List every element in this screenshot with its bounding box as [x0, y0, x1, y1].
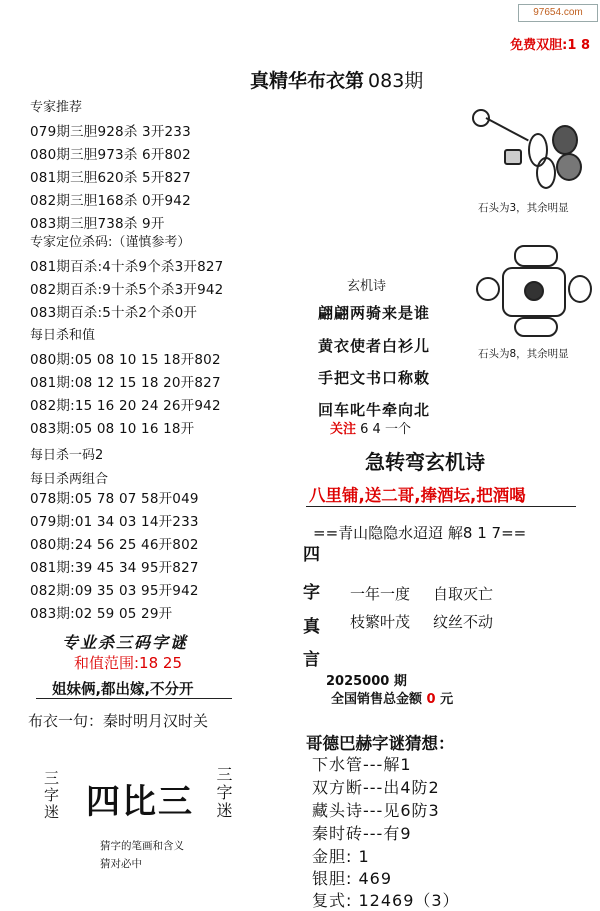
- sum-line: 080期:05 08 10 15 18开802: [30, 352, 221, 368]
- position-header: 专家定位杀码:（谨慎参考）: [30, 235, 191, 250]
- sisters-riddle: 姐妹俩,都出嫁,不分开: [52, 682, 194, 698]
- goethe-line: 复式: 12469（3）: [312, 891, 460, 910]
- combo-line: 080期:24 56 25 46开802: [30, 537, 199, 553]
- sales-unit: 元: [440, 692, 454, 707]
- combo-line: 079期:01 34 03 14开233: [30, 514, 199, 530]
- combo-line: 081期:39 45 34 95开827: [30, 560, 199, 576]
- mountain-line: ==青山隐隐水迢迢 解8 1 7==: [313, 524, 527, 542]
- riddle-hint: 猜对必中: [100, 858, 142, 870]
- expert-line: 079期三胆928杀 3开233: [30, 124, 191, 140]
- pot-icon: [556, 153, 582, 181]
- sales-amount: 0: [426, 692, 436, 707]
- expert-line: 083期三胆738杀 9开: [30, 216, 165, 232]
- four-words-char: 言: [303, 650, 320, 670]
- four-words-char: 字: [303, 583, 320, 603]
- position-line: 083期百杀:5十杀2个杀0开: [30, 305, 198, 321]
- follow-label: 关注: [330, 422, 357, 437]
- expert-line: 080期三胆973杀 6开802: [30, 147, 191, 163]
- goethe-line: 下水管---解1: [312, 755, 412, 774]
- goethe-line: 藏头诗---见6防3: [312, 801, 440, 820]
- bar-icon: [514, 317, 558, 337]
- combo-line: 078期:05 78 07 58开049: [30, 491, 199, 507]
- poem-header: 玄机诗: [347, 279, 387, 294]
- sales-issue: 2025000 期: [326, 674, 407, 689]
- site-badge[interactable]: 97654.com: [518, 4, 598, 22]
- page-title: [250, 66, 423, 93]
- sales-label: 全国销售总金额: [331, 692, 423, 707]
- position-line: 082期百杀:9十杀5个杀3开942: [30, 282, 224, 298]
- position-line: 081期百杀:4十杀9个杀3开827: [30, 259, 224, 275]
- goethe-line: 双方断---出4防2: [312, 778, 440, 797]
- turn-line: 八里铺,送二哥,捧酒坛,把酒喝: [309, 486, 526, 505]
- expert-header: 专家推荐: [30, 100, 83, 115]
- four-words-char: 真: [303, 617, 320, 637]
- expert-line: 081期三胆620杀 5开827: [30, 170, 191, 186]
- poem-line: 翩翩两骑来是谁: [318, 304, 431, 322]
- goethe-title: 哥德巴赫字谜猜想：: [306, 734, 455, 753]
- chain-link-icon: [536, 157, 556, 189]
- image-caption: 石头为8，其余明显: [478, 348, 569, 360]
- four-words-phrase: 纹丝不动: [433, 613, 494, 631]
- four-words-phrase: 自取灭亡: [433, 585, 494, 603]
- four-words-char: 四: [303, 545, 320, 565]
- goethe-line: 秦时砖---有9: [312, 824, 412, 843]
- expert-line: 082期三胆168杀 0开942: [30, 193, 191, 209]
- free-pick: 免费双胆:1 8: [510, 38, 590, 53]
- issue-number: 083期: [368, 70, 424, 92]
- poem-line: 黄衣使者白衫儿: [318, 337, 431, 355]
- goethe-line: 金胆: 1: [312, 847, 370, 866]
- combo-header: 每日杀两组合: [30, 472, 109, 487]
- ring-icon: [568, 275, 592, 303]
- sum-line: 083期:05 08 10 16 18开: [30, 421, 195, 437]
- four-words-phrase: 一年一度: [350, 585, 411, 603]
- bar-icon: [514, 245, 558, 267]
- cup-icon: [504, 149, 522, 165]
- stone-picture-1: [466, 105, 592, 193]
- riddle-main: 四比三: [86, 782, 194, 822]
- follow-line: [330, 418, 411, 437]
- poem-line: 手把文书口称敕: [318, 369, 431, 387]
- divider: [36, 698, 232, 699]
- sum-line: 082期:15 16 20 24 26开942: [30, 398, 221, 414]
- buyi-line: 布衣一句：秦时明月汉时关: [28, 712, 209, 730]
- stone-picture-2: [474, 245, 592, 337]
- kill3-title: 专业杀三码字谜: [62, 633, 189, 652]
- title-text: 真精华布衣第: [250, 70, 365, 92]
- combo-line: 082期:09 35 03 95开942: [30, 583, 199, 599]
- kill-one: 每日杀一码2: [30, 448, 104, 463]
- turn-title: 急转弯玄机诗: [365, 450, 485, 474]
- rope-line: [486, 117, 529, 141]
- riddle-hint: 猜字的笔画和含义: [100, 840, 184, 852]
- pot-icon: [552, 125, 578, 155]
- follow-numbers: 6 4 一个: [360, 422, 411, 437]
- riddle-left-label: 三字迷: [42, 770, 60, 821]
- riddle-right-label: 三字迷: [214, 766, 233, 820]
- center-stone-icon: [524, 281, 544, 301]
- combo-line: 083期:02 59 05 29开: [30, 606, 173, 622]
- sum-range: 和值范围:18 25: [74, 654, 182, 672]
- image-caption: 石头为3，其余明显: [478, 202, 569, 214]
- four-words-phrase: 枝繁叶茂: [350, 613, 411, 631]
- goethe-line: 银胆: 469: [312, 869, 393, 888]
- sum-line: 081期:08 12 15 18 20开827: [30, 375, 221, 391]
- sum-header: 每日杀和值: [30, 328, 96, 343]
- sales-line: [331, 688, 453, 707]
- divider: [306, 506, 576, 507]
- stone-icon: [476, 277, 500, 301]
- poem-line: 回车叱牛牵向北: [318, 401, 431, 419]
